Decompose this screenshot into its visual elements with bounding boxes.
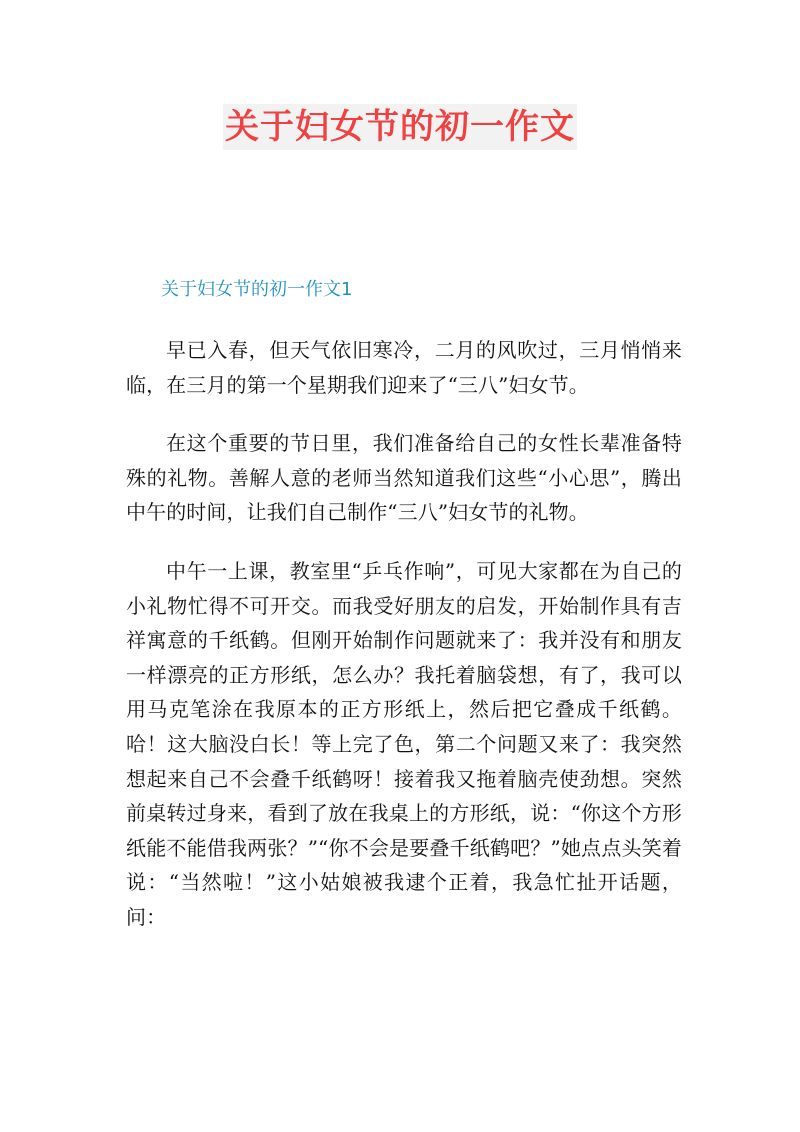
paragraph: 早已入春，但天气依旧寒冷，二月的风吹过，三月悄悄来临，在三月的第一个星期我们迎来了“三八”妇女节。 [126, 338, 682, 397]
title-container [0, 104, 800, 150]
paragraph: 在这个重要的节日里，我们准备给自己的女性长辈准备特殊的礼物。善解人意的老师当然知道我们这些“小心思”，腾出中午的时间，让我们自己制作“三八”妇女节的礼物。 [126, 431, 682, 525]
paragraph: 中午一上课，教室里“乒乓作响”，可见大家都在为自己的小礼物忙得不可开交。而我受好朋友的启发，开始制作具有吉祥寓意的千纸鹤。但刚开始制作问题就来了：我并没有和朋友一样漂亮的正方形纸，怎么办？我托着脑袋想，有了，我可以用马克笔涂在我原本的正方形纸上，然后把它叠成千纸鹤。哈！这大脑没白长！等上完了色，第二个问题又来了：我突然想起来自己不会叠千纸鹤呀！接着我又拖着脑壳使劲想。突然前桌转过身来，看到了放在我桌上的方形纸，说：“你这个方形纸能不能借我两张？”“你不会是要叠千纸鹤吧？”她点点头笑着说：“当然啦！”这小姑娘被我逮个正着，我急忙扯开话题，问： [126, 558, 682, 929]
document-body [126, 333, 682, 959]
document-title: 关于妇女节的初一作文 [223, 104, 577, 150]
section-heading: 关于妇女节的初一作文1 [161, 279, 353, 300]
